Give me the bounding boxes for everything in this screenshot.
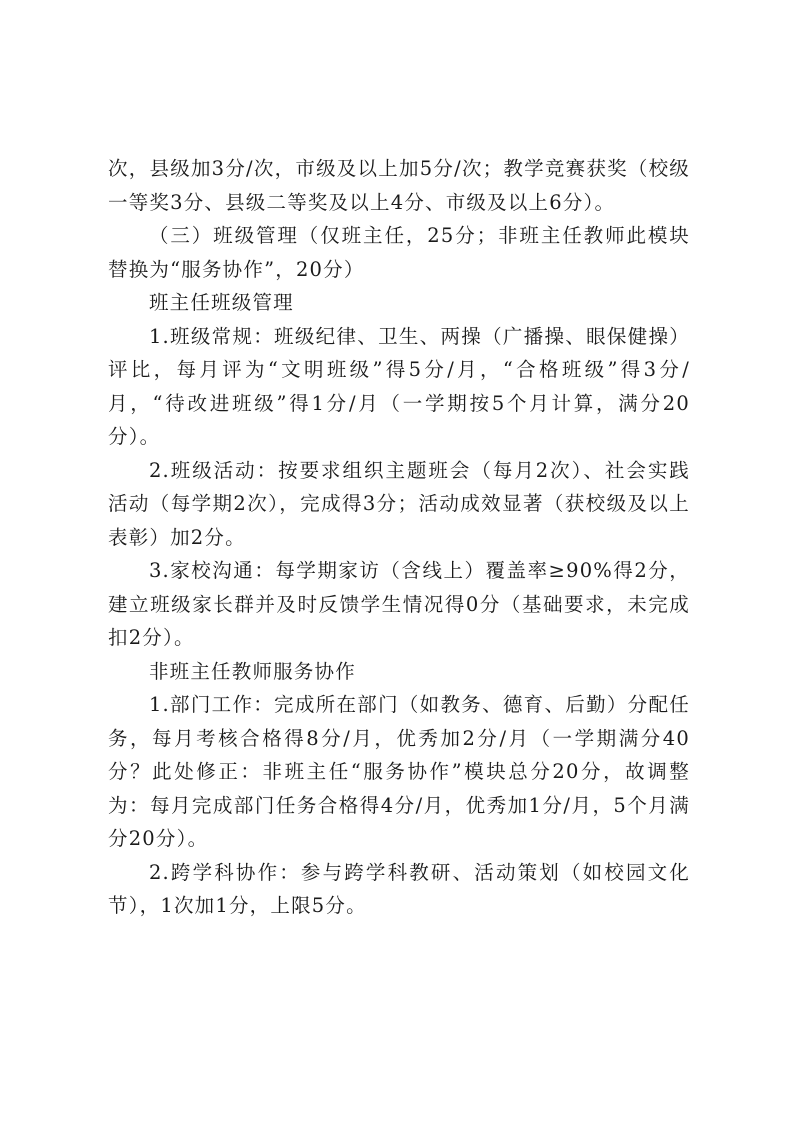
section-heading-class-management: （三）班级管理（仅班主任，25分；非班主任教师此模块替换为“服务协作”，20分） (108, 224, 690, 281)
item-home-school-communication: 3.家校沟通：每学期家访（含线上）覆盖率≥90%得2分，建立班级家长群并及时反馈学生情况得0分（基础要求，未完成扣2分）。 (108, 559, 690, 649)
subheading-head-teacher: 班主任班级管理 (148, 291, 294, 314)
item-department-work: 1.部门工作：完成所在部门（如教务、德育、后勤）分配任务，每月考核合格得8分/月，优秀加2分/月（一学期满分40分？此处修正：非班主任“服务协作”模块总分20分，故调整为：每月完成部门任务合格得4分/月，优秀加1分/月，5个月满分20分）。 (108, 693, 690, 850)
subheading-non-head-teacher: 非班主任教师服务协作 (148, 659, 356, 683)
document-body (108, 152, 690, 923)
item-cross-subject-collaboration: 2.跨学科协作：参与跨学科教研、活动策划（如校园文化节），1次加1分，上限5分。 (108, 860, 690, 917)
item-class-routine: 1.班级常规：班级纪律、卫生、两操（广播操、眼保健操）评比，每月评为“文明班级”得5分/月，“合格班级”得3分/月，“待改进班级”得1分/月（一学期按5个月计算，满分20分）。 (108, 324, 690, 448)
item-class-activities: 2.班级活动：按要求组织主题班会（每月2次）、社会实践活动（每学期2次），完成得3分；活动成效显著（获校级及以上表彰）加2分。 (108, 458, 690, 549)
paragraph-continuation: 次，县级加3分/次，市级及以上加5分/次；教学竞赛获奖（校级一等奖3分、县级二等奖及以上4分、市级及以上6分）。 (108, 157, 690, 214)
